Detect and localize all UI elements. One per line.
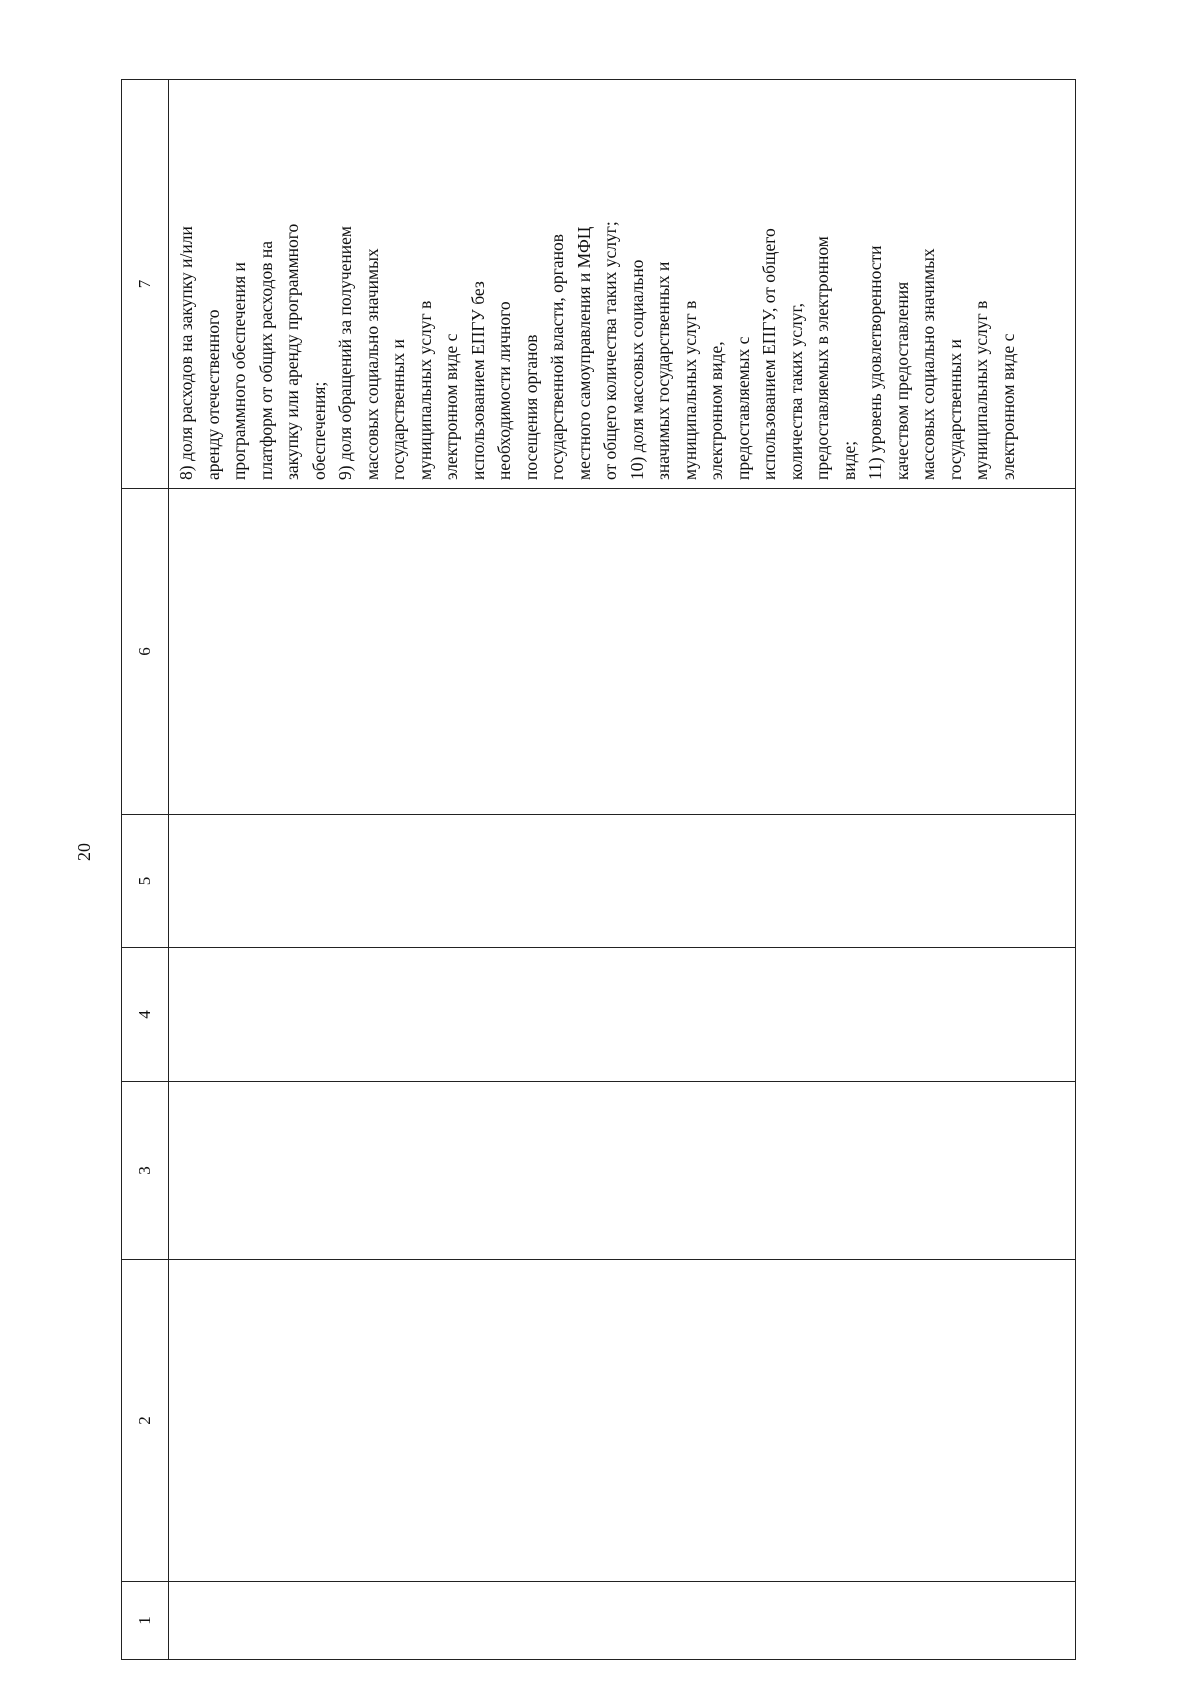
table-cell-col5 — [169, 815, 1076, 948]
column-header-7: 7 — [122, 80, 169, 489]
table-cell-col1 — [169, 1582, 1076, 1660]
column-header-6: 6 — [122, 489, 169, 815]
page-number: 20 — [74, 843, 94, 861]
indicators-text: 8) доля расходов на закупку и/или аренду отечественного программного обеспечения и платформ от общих расходов на закупку или аренду программного обеспечения; 9) доля обращений за получением массовых социально значимых государственных и муниципальных услуг в электронном виде с использованием ЕПГУ без необходимости личного посещения органов государственной власти, органов местного самоуправления и МФЦ от общего количества таких услуг; 10) доля массовых социально значимых государственных и муниципальных услуг в электронном виде, предоставляемых с использованием ЕПГУ, от общего количества таких услуг, предоставляемых в электронном виде; 11) уровень удовлетворенности качеством предоставления массовых социально значимых государственных и муниципальных услуг в электронном виде с — [176, 221, 1018, 480]
column-header-3: 3 — [122, 1082, 169, 1260]
table-cell-col3 — [169, 1082, 1076, 1260]
column-header-2: 2 — [122, 1260, 169, 1582]
data-table — [121, 79, 1076, 1660]
column-header-5: 5 — [122, 815, 169, 948]
table-container — [121, 80, 1076, 1660]
table-cell-col4 — [169, 948, 1076, 1082]
table-cell-col2 — [169, 1260, 1076, 1582]
header-row — [122, 80, 169, 1660]
table-cell-col6 — [169, 489, 1076, 815]
table-cell-col7 — [169, 80, 1076, 489]
table-row — [169, 80, 1076, 1660]
column-header-4: 4 — [122, 948, 169, 1082]
column-header-1: 1 — [122, 1582, 169, 1660]
rotated-table — [121, 80, 1076, 1660]
